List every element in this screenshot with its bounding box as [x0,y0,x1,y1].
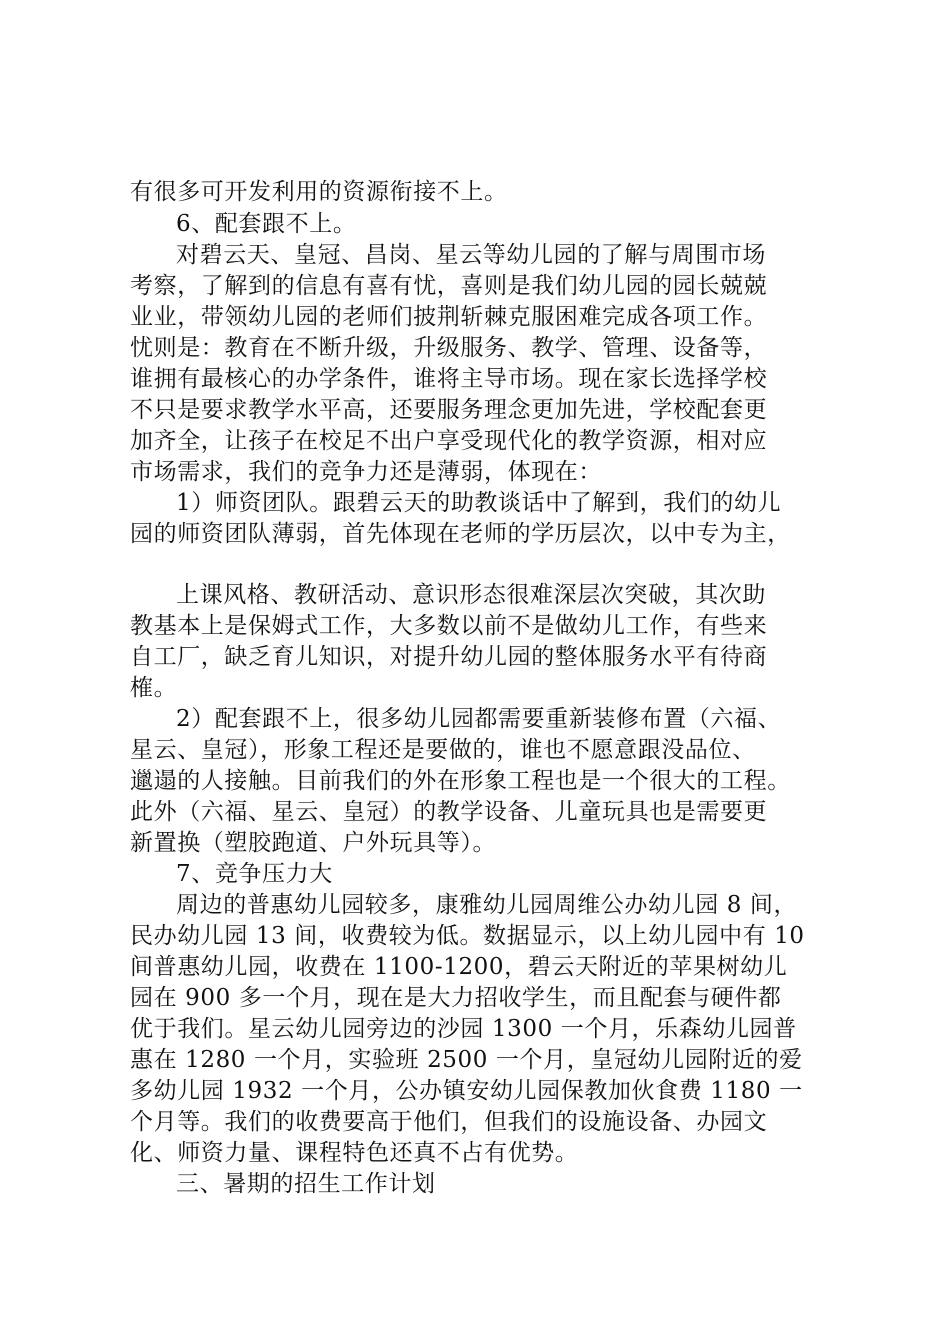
section-heading: 三、暑期的招生工作计划 [176,1171,436,1197]
text-line: 忧则是：教育在不断升级，升级服务、教学、管理、设备等， [130,335,768,361]
text-line: 周边的普惠幼儿园较多，康雅幼儿园周维公办幼儿园 8 间， [176,892,798,918]
text-line: 邋遢的人接触。目前我们的外在形象工程也是一个很大的工程。 [130,768,791,794]
text-line: 对碧云天、皇冠、昌岗、星云等幼儿园的了解与周围市场 [176,242,766,268]
text-line: 1）师资团队。跟碧云天的助教谈话中了解到，我们的幼儿 [176,490,782,516]
text-line: 上课风格、教研活动、意识形态很难深层次突破，其次助 [176,582,766,608]
text-line: 民办幼儿园 13 间，收费较为低。数据显示，以上幼儿园中有 10 [130,923,805,949]
text-line: 谁拥有最核心的办学条件，谁将主导市场。现在家长选择学校 [130,366,768,392]
text-line: 星云、皇冠），形象工程还是要做的，谁也不愿意跟没品位、 [130,737,756,763]
text-line: 考察，了解到的信息有喜有忧，喜则是我们幼儿园的园长兢兢 [130,273,768,299]
text-line: 不只是要求教学水平高，还要服务理念更加先进，学校配套更 [130,397,768,423]
text-line: 榷。 [130,675,178,701]
text-line: 多幼儿园 1932 一个月，公办镇安幼儿园保教加伙食费 1180 一 [130,1078,803,1104]
text-line: 加齐全，让孩子在校足不出户享受现代化的教学资源，相对应 [130,428,768,454]
text-line: 优于我们。星云幼儿园旁边的沙园 1300 一个月，乐森幼儿园普 [130,1016,797,1042]
text-line: 化、师资力量、课程特色还真不占有优势。 [130,1140,579,1166]
text-line: 此外（六福、星云、皇冠）的教学设备、儿童玩具也是需要更 [130,799,768,825]
text-line: 市场需求，我们的竞争力还是薄弱，体现在： [130,459,602,485]
text-line: 园的师资团队薄弱，首先体现在老师的学历层次，以中专为主， [130,521,791,547]
text-line: 教基本上是保姆式工作，大多数以前不是做幼儿工作，有些来 [130,613,768,639]
section-heading: 7、竞争压力大 [176,861,333,887]
text-line: 新置换（塑胶跑道、户外玩具等）。 [130,830,497,856]
section-heading: 6、配套跟不上。 [176,211,357,237]
text-line: 有很多可开发利用的资源衔接不上。 [130,179,508,205]
text-line: 2）配套跟不上，很多幼儿园都需要重新装修布置（六福、 [176,706,782,732]
text-line: 园在 900 多一个月，现在是大力招收学生，而且配套与硬件都 [130,985,782,1011]
text-line: 个月等。我们的收费要高于他们，但我们的设施设备、办园文 [130,1109,768,1135]
text-line: 业业，带领幼儿园的老师们披荆斩棘克服困难完成各项工作。 [130,304,768,330]
text-line: 惠在 1280 一个月，实验班 2500 一个月，皇冠幼儿园附近的爱 [130,1047,803,1073]
text-line: 间普惠幼儿园，收费在 1100-1200，碧云天附近的苹果树幼儿 [130,954,788,980]
text-line: 自工厂，缺乏育儿知识，对提升幼儿园的整体服务水平有待商 [130,644,768,670]
